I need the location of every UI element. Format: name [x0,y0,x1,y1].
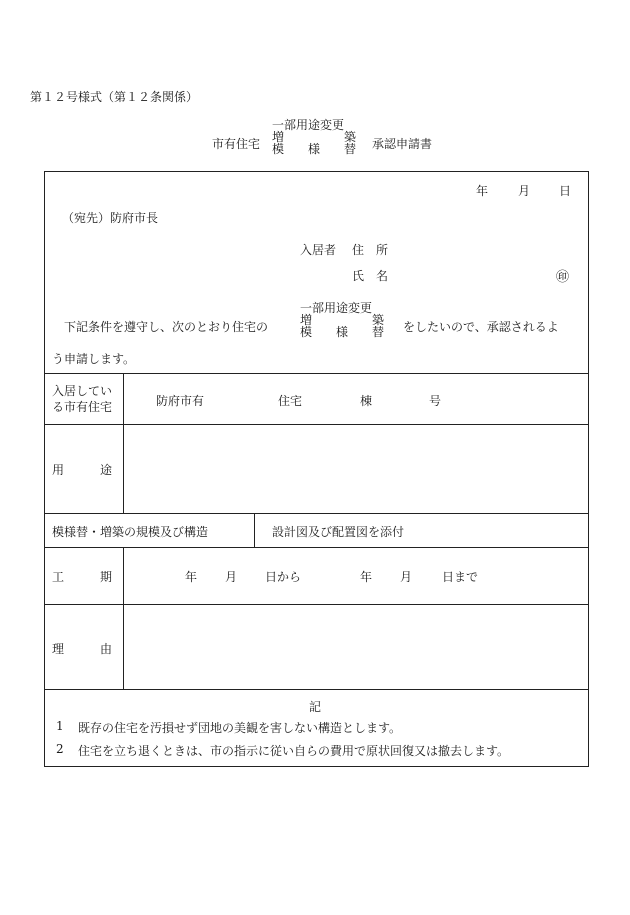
housing-label-line1: 入居してい [52,384,113,398]
number-suffix: 号 [429,394,442,408]
period-end-suffix: 日まで [442,570,479,584]
housing-city: 防府市有 [156,394,205,408]
body-option-remodel: 模 様 替 [300,325,385,339]
body-option-extension: 増 築 [300,313,385,327]
reason-field[interactable] [124,605,587,689]
period-start-suffix: 日から [265,570,302,584]
body-option-partial-use-change: 一部用途変更 [300,301,373,315]
applicant-role: 入居者 [300,243,337,257]
date-year-label: 年 [476,184,489,198]
condition-1-text: 既存の住宅を汚損せず団地の美観を害しない構造とします。 [78,721,402,735]
date-day-label: 日 [559,184,572,198]
body-tail: をしたいので、承認されるよ [403,320,559,334]
title-prefix: 市有住宅 [212,137,261,151]
housing-label-line2: る市有住宅 [52,400,113,414]
scale-label: 模様替・増築の規模及び構造 [52,525,209,539]
period-label: 工 期 [52,570,113,584]
reason-label: 理 由 [52,642,113,656]
title-option-remodel: 模 様 替 [272,142,357,156]
divider [44,513,588,514]
form-number: 第１２号様式（第１２条関係） [30,90,199,104]
condition-2-text: 住宅を立ち退くときは、市の指示に従い自らの費用で原状回復又は撤去します。 [78,744,510,758]
purpose-field[interactable] [124,425,587,513]
body-options [300,302,384,338]
body-lead: 下記条件を遵守し、次のとおり住宅の [64,320,269,334]
housing-suffix: 住宅 [278,394,303,408]
divider [44,689,588,690]
title-option-extension: 増 築 [272,130,357,144]
period-end-year: 年 [360,570,373,584]
body-continuation: う申請します。 [52,352,136,366]
conditions-heading: 記 [309,700,322,714]
title-options [272,119,356,155]
period-start-year: 年 [185,570,198,584]
scale-value: 設計図及び配置図を添付 [272,525,405,539]
condition-2-number: 2 [56,742,64,756]
applicant-name-label: 氏 名 [352,269,389,283]
period-end-month: 月 [400,570,413,584]
date-month-label: 月 [518,184,531,198]
divider [44,547,588,548]
period-start-month: 月 [225,570,238,584]
condition-1-number: 1 [56,719,64,733]
building-suffix: 棟 [360,394,373,408]
title-suffix: 承認申請書 [372,137,433,151]
title-option-partial-use-change: 一部用途変更 [272,118,345,132]
column-divider [254,513,255,547]
purpose-label: 用 途 [52,463,113,477]
addressee: （宛先）防府市長 [62,211,159,225]
housing-label [52,383,112,415]
seal-mark: ㊞ [556,270,570,285]
applicant-address-label: 住 所 [352,243,389,257]
divider [44,373,588,374]
